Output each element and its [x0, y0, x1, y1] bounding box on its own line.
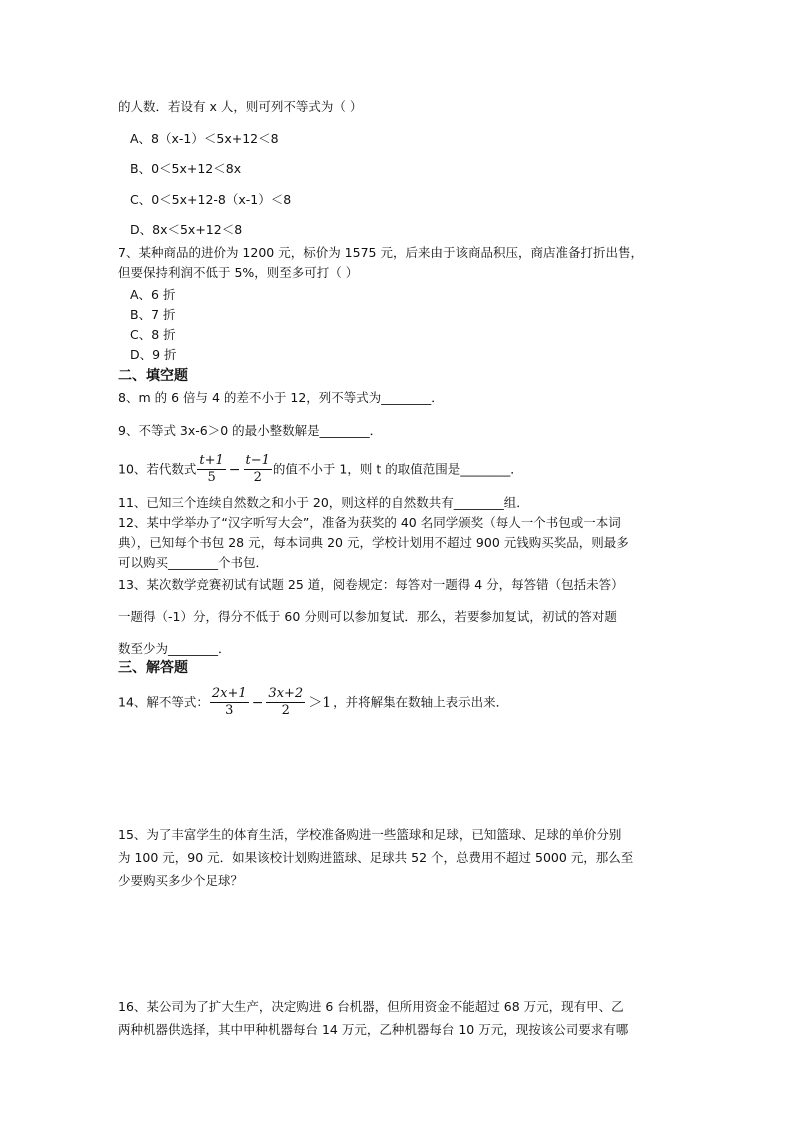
section-fill-in-title: 二、填空题: [118, 368, 188, 384]
q14-frac2-denominator: 2: [281, 703, 290, 718]
question-10: [118, 451, 523, 488]
question-11: 11、已知三个连续自然数之和小于 20，则这样的自然数共有________组．: [118, 495, 529, 510]
q10-frac2-denominator: 2: [253, 470, 262, 485]
q14-suffix: ，并将解集在数轴上表示出来．: [333, 694, 509, 710]
q7-option-d: D、9 折: [130, 347, 177, 362]
question-12-line-3: 可以购买________个书包．: [118, 555, 269, 570]
q7-option-b: B、7 折: [130, 307, 176, 322]
q6-option-b: B、0＜5x+12＜8x: [130, 161, 242, 176]
question-16-line-1: 16、某公司为了扩大生产，决定购进 6 台机器，但所用资金不能超过 68 万元，现有甲、乙: [118, 999, 624, 1014]
q14-minus: −: [251, 694, 264, 711]
q6-option-d: D、8x＜5x+12＜8: [130, 222, 243, 237]
question-14: [118, 682, 508, 723]
q14-frac1-numerator: 2x+1: [211, 686, 247, 701]
question-12-line-1: 12、某中学举办了“汉字听写大会”，准备为获奖的 40 名同学颁奖（每人一个书包或一本词: [118, 515, 621, 530]
question-12-line-2: 典），已知每个书包 28 元，每本词典 20 元，学校计划用不超过 900 元钱购买奖品，则最多: [118, 535, 629, 550]
question-15-line-3: 少要购买多少个足球？: [118, 873, 244, 888]
q14-prefix: 14、解不等式：: [118, 694, 209, 710]
q7-option-a: A、6 折: [130, 287, 176, 302]
section-solve-title: 三、解答题: [118, 660, 188, 676]
q14-fraction-2: [266, 686, 305, 719]
q14-fraction-1: [210, 686, 249, 719]
question-15-line-2: 为 100 元，90 元．如果该校计划购进篮球、足球共 52 个，总费用不超过 5000 元，那么至: [118, 850, 634, 865]
question-13-line-2: 一题得（-1）分，得分不低于 60 分则可以参加复试．那么，若要参加复试，初试的答对题: [118, 609, 617, 624]
q10-fraction-2: [244, 453, 272, 486]
q10-minus: −: [228, 461, 241, 478]
q10-frac1-numerator: t+1: [199, 453, 224, 468]
q10-fraction-1: [197, 453, 225, 486]
q6-option-c: C、0＜5x+12-8（x-1）＜8: [130, 192, 292, 207]
q10-frac2-numerator: t−1: [245, 453, 270, 468]
question-16-line-2: 两种机器供选择，其中甲种机器每台 14 万元，乙种机器每台 10 万元，现按该公司要求有哪: [118, 1022, 629, 1037]
question-15-line-1: 15、为了丰富学生的体育生活，学校准备购进一些篮球和足球，已知篮球、足球的单价分别: [118, 827, 622, 842]
question-7-line-2: 但要保持利润不低于 5%，则至多可打（ ）: [118, 265, 359, 280]
q10-frac1-denominator: 5: [207, 470, 216, 485]
question-7-line-1: 7、某种商品的进价为 1200 元，标价为 1575 元，后来由于该商品积压，商店准备打折出售，: [118, 245, 643, 260]
question-8: 8、m 的 6 倍与 4 的差不小于 12，列不等式为________．: [118, 390, 444, 405]
q14-greater-than-one: ＞1: [308, 694, 332, 711]
question-6-continuation: 的人数．若设有 x 人，则可列不等式为（ ）: [118, 99, 363, 114]
question-9: 9、不等式 3x-6＞0 的最小整数解是________．: [118, 423, 383, 438]
q7-option-c: C、8 折: [130, 327, 176, 342]
q10-prefix: 10、若代数式: [118, 461, 197, 477]
q14-frac1-denominator: 3: [225, 703, 234, 718]
question-13-line-1: 13、某次数学竞赛初试有试题 25 道，阅卷规定：每答对一题得 4 分，每答错（包括未答）: [118, 577, 624, 592]
q6-option-a: A、8（x-1）＜5x+12＜8: [130, 131, 279, 146]
q14-frac2-numerator: 3x+2: [268, 686, 304, 701]
question-13-line-3: 数至少为________．: [118, 641, 231, 656]
q10-suffix: 的值不小于 1，则 t 的取值范围是________．: [272, 461, 523, 477]
